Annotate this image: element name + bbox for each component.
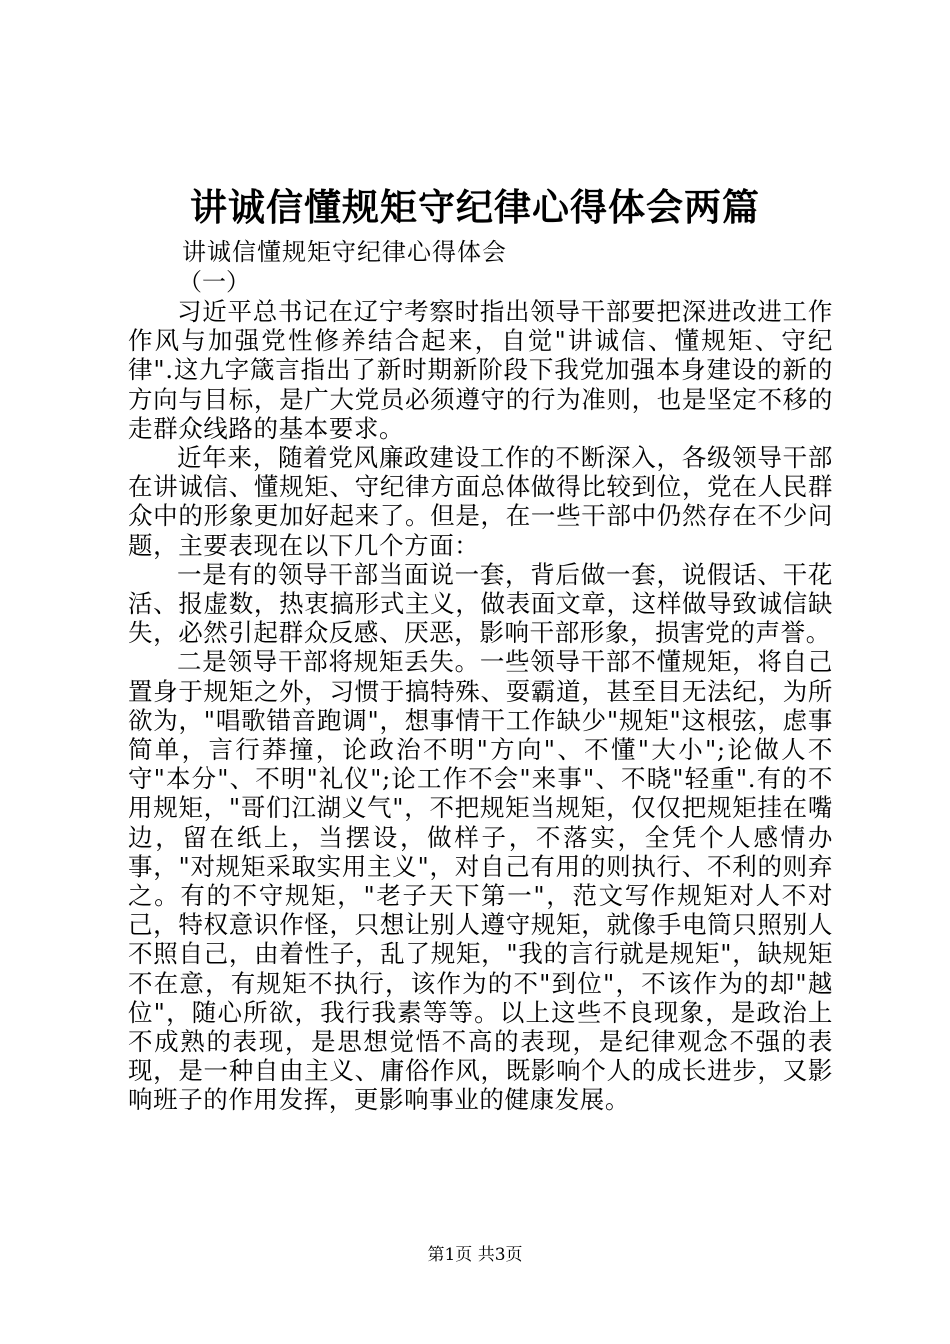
paragraph: 近年来，随着党风廉政建设工作的不断深入，各级领导干部在讲诚信、懂规矩、守纪律方面总体做得比较到位，党在人民群众中的形象更加好起来了。但是，在一些干部中仍然存在不少问题，主要表现在以下几个方面： (128, 443, 833, 560)
paragraph: 二是领导干部将规矩丢失。一些领导干部不懂规矩，将自己置身于规矩之外，习惯于搞特殊、耍霸道，甚至目无法纪，为所欲为，"唱歌错音跑调"，想事情干工作缺少"规矩"这根弦，虑事简单，言行莽撞，论政治不明"方向"、不懂"大小";论做人不守"本分"、不明"礼仪";论工作不会"来事"、不晓"轻重".有的不用规矩，"哥们江湖义气"，不把规矩当规矩，仅仅把规矩挂在嘴边，留在纸上，当摆设，做样子，不落实，全凭个人感情办事，"对规矩采取实用主义"，对自己有用的则执行、不利的则弃之。有的不守规矩，"老子天下第一"，范文写作规矩对人不对己，特权意识作怪，只想让别人遵守规矩，就像手电筒只照别人不照自己，由着性子，乱了规矩，"我的言行就是规矩"，缺规矩不在意，有规矩不执行，该作为的不"到位"，不该作为的却"越位"，随心所欲，我行我素等等。以上这些不良现象，是政治上不成熟的表现，是思想觉悟不高的表现，是纪律观念不强的表现，是一种自由主义、庸俗作风，既影响个人的成长进步，又影响班子的作用发挥，更影响事业的健康发展。 (128, 647, 833, 1115)
section-number: （一） (178, 268, 250, 296)
document-title: 讲诚信懂规矩守纪律心得体会两篇 (190, 185, 760, 229)
document-body (128, 297, 833, 1115)
paragraph: 一是有的领导干部当面说一套，背后做一套，说假话、干花活、报虚数，热衷搞形式主义，做表面文章，这样做导致诚信缺失，必然引起群众反感、厌恶，影响干部形象，损害党的声誉。 (128, 559, 833, 648)
page-footer: 第1页 共3页 (427, 1245, 523, 1265)
document-subtitle: 讲诚信懂规矩守纪律心得体会 (182, 238, 507, 266)
paragraph: 习近平总书记在辽宁考察时指出领导干部要把深进改进工作作风与加强党性修养结合起来，自觉"讲诚信、懂规矩、守纪律".这九字箴言指出了新时期新阶段下我党加强本身建设的新的方向与目标，是广大党员必须遵守的行为准则，也是坚定不移的走群众线路的基本要求。 (128, 297, 833, 443)
